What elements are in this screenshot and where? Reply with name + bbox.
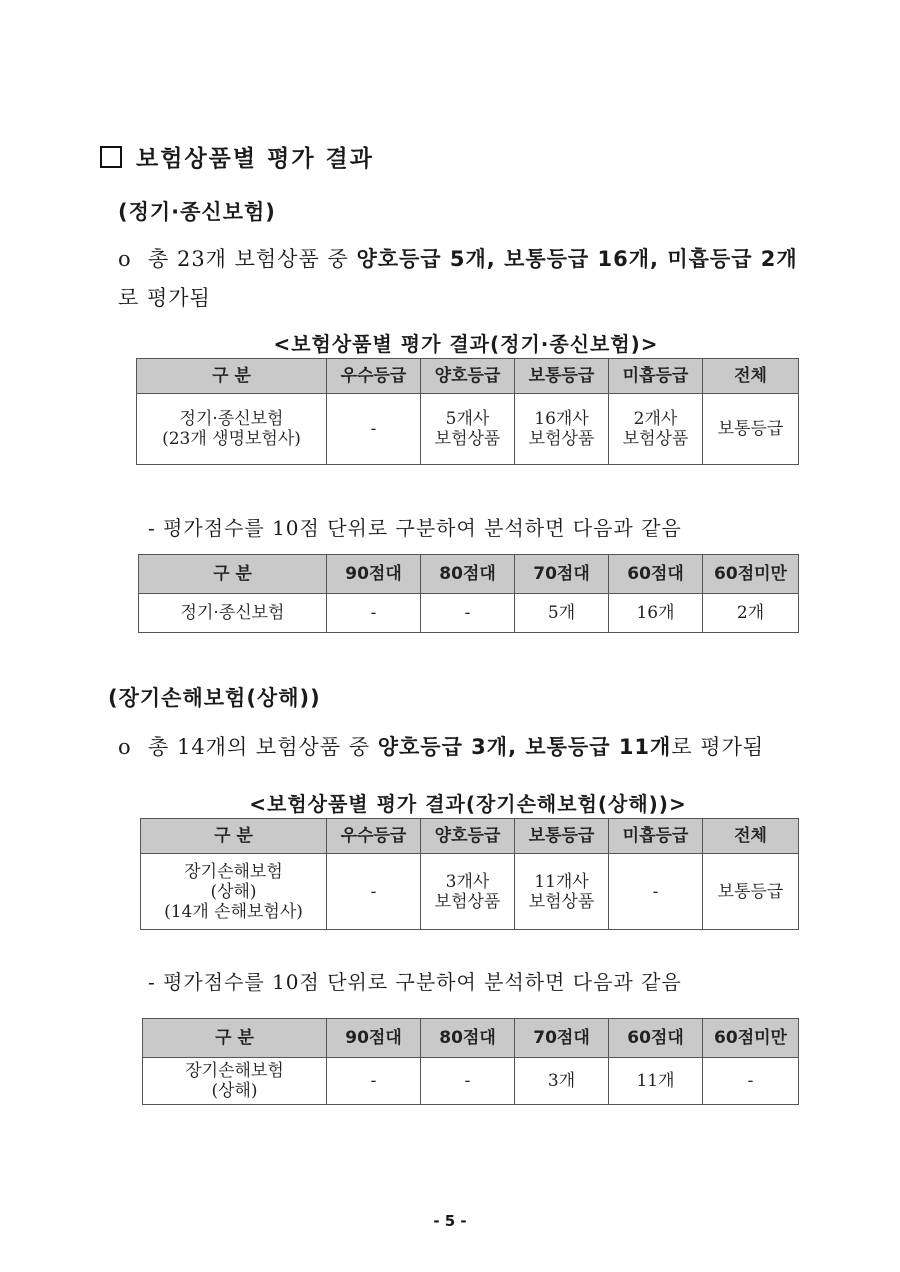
header-category: 구 분 — [139, 555, 327, 594]
square-outline-icon — [100, 146, 122, 168]
cell-good: 5개사 보험상품 — [421, 394, 515, 465]
header-70s: 70점대 — [515, 1019, 609, 1058]
cell-normal: 16개사 보험상품 — [515, 394, 609, 465]
cell-90s: - — [327, 594, 421, 633]
header-under-60: 60점미만 — [703, 1019, 799, 1058]
cell-poor: 2개사 보험상품 — [609, 394, 703, 465]
table-header-row — [137, 359, 799, 394]
term-life-dash-note: - 평가점수를 10점 단위로 구분하여 분석하면 다음과 같음 — [148, 516, 682, 540]
term-life-subtitle: (정기·종신보험) — [118, 200, 276, 224]
header-poor: 미흡등급 — [609, 359, 703, 394]
cell-70s: 5개 — [515, 594, 609, 633]
header-total: 전체 — [703, 819, 799, 854]
cell-total: 보통등급 — [703, 394, 799, 465]
header-good: 양호등급 — [421, 359, 515, 394]
cell-under-60: 2개 — [703, 594, 799, 633]
cell-90s: - — [327, 1058, 421, 1105]
cell-under-60: - — [703, 1058, 799, 1105]
long-term-dash-note: - 평가점수를 10점 단위로 구분하여 분석하면 다음과 같음 — [148, 970, 682, 994]
long-term-grade-table — [140, 818, 799, 930]
table-header-row — [141, 819, 799, 854]
table-row — [141, 854, 799, 930]
long-term-score-table — [142, 1018, 799, 1105]
cell-80s: - — [421, 594, 515, 633]
cell-category: 정기·종신보험 (23개 생명보험사) — [137, 394, 327, 465]
cell-category: 장기손해보험 (상해) (14개 손해보험사) — [141, 854, 327, 930]
summary-bold: 양호등급 5개, 보통등급 16개, 미흡등급 2개 — [356, 247, 798, 271]
section-heading — [100, 140, 374, 173]
header-60s: 60점대 — [609, 1019, 703, 1058]
header-total: 전체 — [703, 359, 799, 394]
header-normal: 보통등급 — [515, 359, 609, 394]
header-poor: 미흡등급 — [609, 819, 703, 854]
cell-80s: - — [421, 1058, 515, 1105]
term-life-table-caption: <보험상품별 평가 결과(정기·종신보험)> — [273, 332, 659, 356]
page-number: - 5 - — [433, 1212, 467, 1230]
cell-good: 3개사 보험상품 — [421, 854, 515, 930]
header-excellent: 우수등급 — [327, 359, 421, 394]
header-70s: 70점대 — [515, 555, 609, 594]
cell-60s: 11개 — [609, 1058, 703, 1105]
header-under-60: 60점미만 — [703, 555, 799, 594]
term-life-summary — [118, 240, 818, 318]
long-term-summary — [118, 728, 818, 767]
cell-60s: 16개 — [609, 594, 703, 633]
cell-category: 정기·종신보험 — [139, 594, 327, 633]
bullet: o — [118, 247, 132, 271]
term-life-score-table — [138, 554, 799, 633]
header-normal: 보통등급 — [515, 819, 609, 854]
summary-text-2: 로 평가됨 — [671, 735, 765, 759]
header-good: 양호등급 — [421, 819, 515, 854]
cell-total: 보통등급 — [703, 854, 799, 930]
cell-excellent: - — [327, 394, 421, 465]
summary-text-1: 총 14개의 보험상품 중 — [148, 735, 378, 759]
table-row — [137, 394, 799, 465]
table-header-row — [139, 555, 799, 594]
header-category: 구 분 — [143, 1019, 327, 1058]
cell-poor: - — [609, 854, 703, 930]
summary-bold: 양호등급 3개, 보통등급 11개 — [377, 735, 672, 759]
summary-text-2: 로 평가됨 — [118, 286, 211, 310]
cell-category: 장기손해보험 (상해) — [143, 1058, 327, 1105]
term-life-grade-table — [136, 358, 799, 465]
header-90s: 90점대 — [327, 555, 421, 594]
cell-70s: 3개 — [515, 1058, 609, 1105]
bullet: o — [118, 735, 132, 759]
section-title: 보험상품별 평가 결과 — [136, 146, 374, 172]
header-category: 구 분 — [141, 819, 327, 854]
header-60s: 60점대 — [609, 555, 703, 594]
header-80s: 80점대 — [421, 555, 515, 594]
summary-text-1: 총 23개 보험상품 중 — [148, 247, 357, 271]
long-term-table-caption: <보험상품별 평가 결과(장기손해보험(상해))> — [249, 792, 687, 816]
cell-normal: 11개사 보험상품 — [515, 854, 609, 930]
table-row — [139, 594, 799, 633]
cell-excellent: - — [327, 854, 421, 930]
header-category: 구 분 — [137, 359, 327, 394]
table-row — [143, 1058, 799, 1105]
header-excellent: 우수등급 — [327, 819, 421, 854]
table-header-row — [143, 1019, 799, 1058]
long-term-subtitle: (장기손해보험(상해)) — [108, 686, 321, 710]
header-80s: 80점대 — [421, 1019, 515, 1058]
header-90s: 90점대 — [327, 1019, 421, 1058]
